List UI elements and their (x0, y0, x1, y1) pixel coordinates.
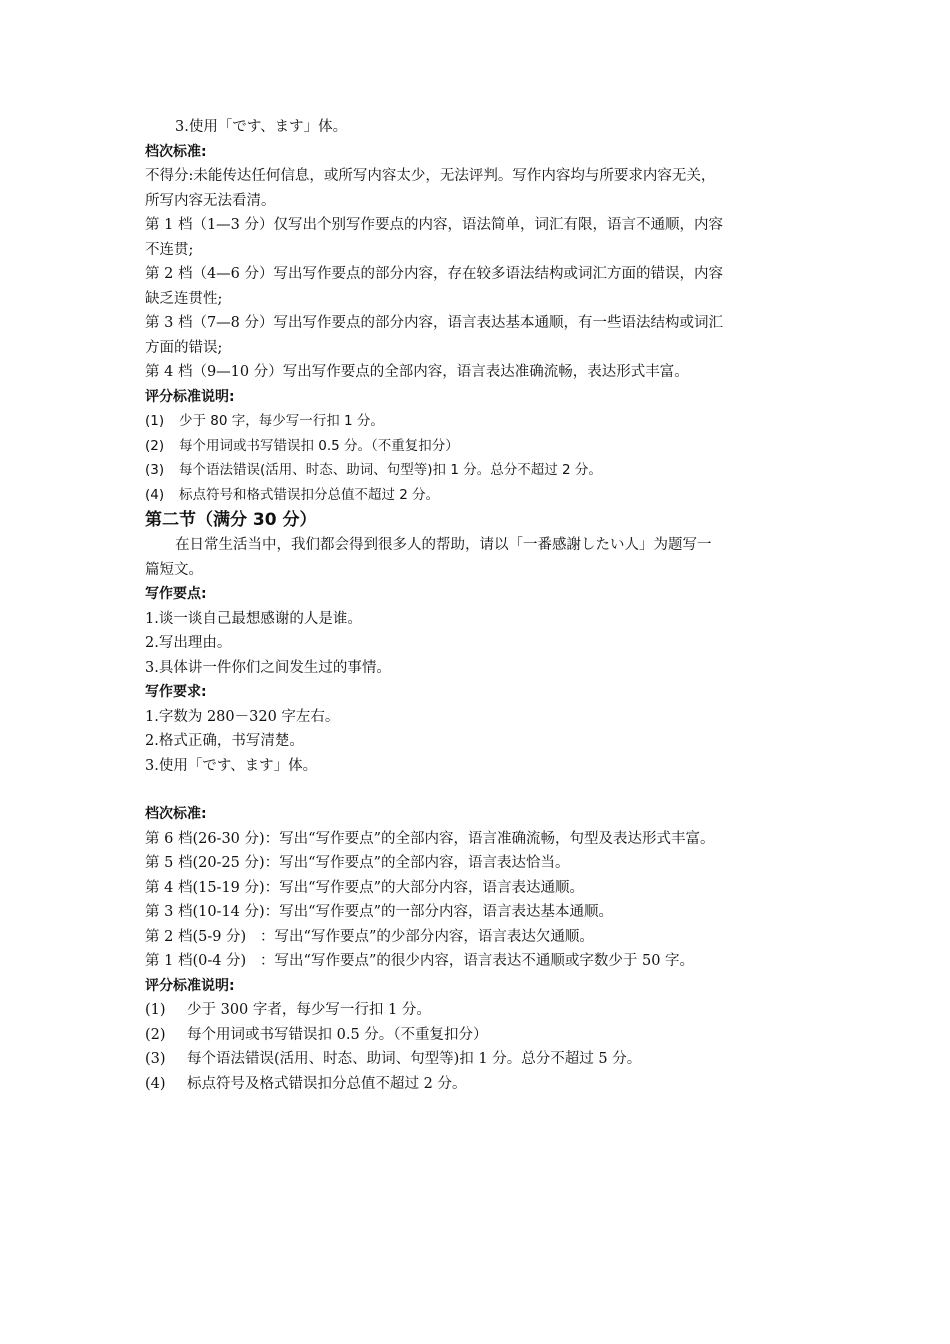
note-text: 每个用词或书写错误扣 0.5 分。（不重复扣分） (187, 1026, 488, 1043)
note-number: (4) (145, 1075, 166, 1092)
grade-1-line-1: 第 1 档（1—3 分）仅写出个别写作要点的内容，语法简单，词汇有限，语言不通顺，内容 (145, 217, 724, 233)
note-text: 少于 300 字者，每少写一行扣 1 分。 (187, 1002, 431, 1018)
grade-1-line-2: 不连贯; (145, 241, 194, 258)
note-text: 每个语法错误(活用、时态、助词、句型等)扣 1 分。总分不超过 5 分。 (187, 1051, 642, 1067)
grade-4-line: 第 4 档（9—10 分）写出写作要点的全部内容，语言表达准确流畅，表达形式丰富。 (145, 364, 689, 380)
grade-line: 第 5 档(20-25 分)：写出“写作要点”的全部内容，语言表达恰当。 (145, 855, 570, 871)
grade-line: 第 3 档(10-14 分)：写出“写作要点”的一部分内容，语言表达基本通顺。 (145, 904, 613, 920)
note-number: (4) (145, 486, 165, 503)
scoring-note (145, 458, 815, 483)
writing-requirements-heading: 写作要求: (145, 684, 207, 700)
grade-2-line-1: 第 2 档（4—6 分）写出写作要点的部分内容，存在较多语法结构或词汇方面的错误，内容 (145, 266, 724, 282)
prompt-line-1: 在日常生活当中，我们都会得到很多人的帮助，请以「一番感謝したい人」为题写一 (175, 537, 712, 553)
grade-3-line-2: 方面的错误; (145, 339, 223, 356)
grade-standard-heading: 档次标准: (145, 143, 207, 160)
writing-requirement: 2.格式正确，书写清楚。 (145, 733, 304, 749)
note-number: (1) (145, 1002, 166, 1018)
zero-score-line-2: 所写内容无法看清。 (145, 192, 276, 209)
note-text: 标点符号和格式错误扣分总值不超过 2 分。 (179, 486, 440, 503)
note-text: 少于 80 字，每少写一行扣 1 分。 (179, 413, 384, 429)
note-text: 每个用词或书写错误扣 0.5 分。（不重复扣分） (179, 437, 459, 454)
zero-score-line-1: 不得分:未能传达任何信息，或所写内容太少，无法评判。写作内容均与所要求内容无关， (145, 168, 716, 184)
note-text: 每个语法错误(活用、时态、助词、句型等)扣 1 分。总分不超过 2 分。 (179, 462, 602, 478)
writing-point: 3.具体讲一件你们之间发生过的事情。 (145, 659, 391, 676)
writing-requirement: 1.字数为 280－320 字左右。 (145, 708, 340, 725)
scoring-note (145, 434, 815, 459)
note-number: (3) (145, 462, 165, 478)
note-text: 标点符号及格式错误扣分总值不超过 2 分。 (187, 1075, 467, 1092)
scoring-note (145, 1023, 815, 1048)
writing-points-heading: 写作要点: (145, 586, 207, 602)
grade-line: 第 6 档(26-30 分)：写出“写作要点”的全部内容，语言准确流畅，句型及表达形式丰富。 (145, 830, 715, 847)
grade-standard-heading-2: 档次标准: (145, 806, 207, 822)
writing-point: 1.谈一谈自己最想感谢的人是谁。 (145, 610, 362, 627)
grade-line: 第 2 档(5-9 分) ：写出“写作要点”的少部分内容，语言表达欠通顺。 (145, 928, 594, 945)
scoring-note (145, 1047, 815, 1072)
scoring-note (145, 998, 815, 1023)
prompt-line-2: 篇短文。 (145, 561, 203, 578)
document-page (145, 115, 815, 1096)
note-number: (3) (145, 1051, 166, 1067)
writing-point: 2.写出理由。 (145, 635, 232, 651)
grade-line: 第 4 档(15-19 分)：写出“写作要点”的大部分内容，语言表达通顺。 (145, 879, 584, 896)
requirement-3: 3.使用「です、ます」体。 (175, 119, 348, 135)
note-number: (2) (145, 437, 165, 454)
scoring-note (145, 409, 815, 434)
grade-2-line-2: 缺乏连贯性; (145, 290, 223, 307)
scoring-note (145, 1072, 815, 1097)
grade-line: 第 1 档(0-4 分) ：写出“写作要点”的很少内容，语言表达不通顺或字数少于 50 字。 (145, 953, 695, 969)
spacer (145, 778, 815, 802)
scoring-note (145, 483, 815, 508)
note-number: (2) (145, 1026, 166, 1043)
scoring-notes-heading: 评分标准说明: (145, 388, 235, 405)
section-two-title: 第二节（满分 30 分） (145, 510, 317, 530)
note-number: (1) (145, 413, 165, 429)
grade-3-line-1: 第 3 档（7—8 分）写出写作要点的部分内容，语言表达基本通顺，有一些语法结构或词汇 (145, 315, 724, 331)
scoring-notes-heading-2: 评分标准说明: (145, 977, 235, 994)
writing-requirement: 3.使用「です、ます」体。 (145, 757, 318, 774)
